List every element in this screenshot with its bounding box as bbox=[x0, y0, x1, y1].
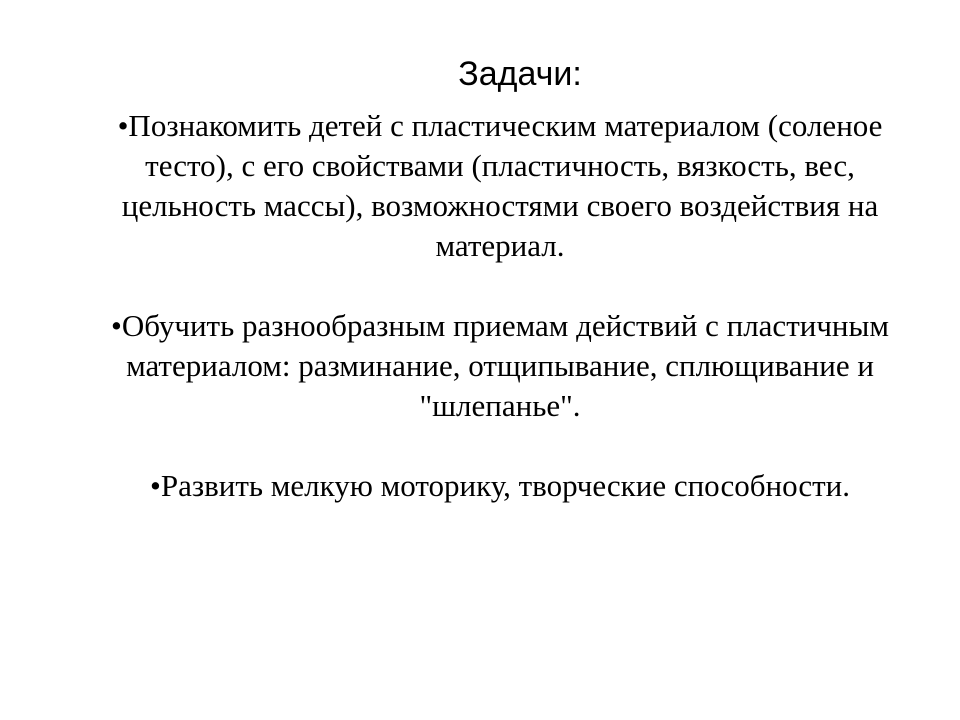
task-list bbox=[100, 106, 900, 506]
slide-title: Задачи: bbox=[458, 55, 582, 93]
task-item-3: •Развить мелкую моторику, творческие способности. bbox=[150, 468, 850, 503]
task-item-1: •Познакомить детей с пластическим материалом (соленое тесто), с его свойствами (пластичность, вязкость, вес, цельность массы), возможностями своего воздействия на материал. bbox=[117, 108, 883, 263]
task-item-2: •Обучить разнообразным приемам действий с пластичным материалом: разминание, отщипывание, сплющивание и "шлепанье". bbox=[111, 308, 889, 423]
